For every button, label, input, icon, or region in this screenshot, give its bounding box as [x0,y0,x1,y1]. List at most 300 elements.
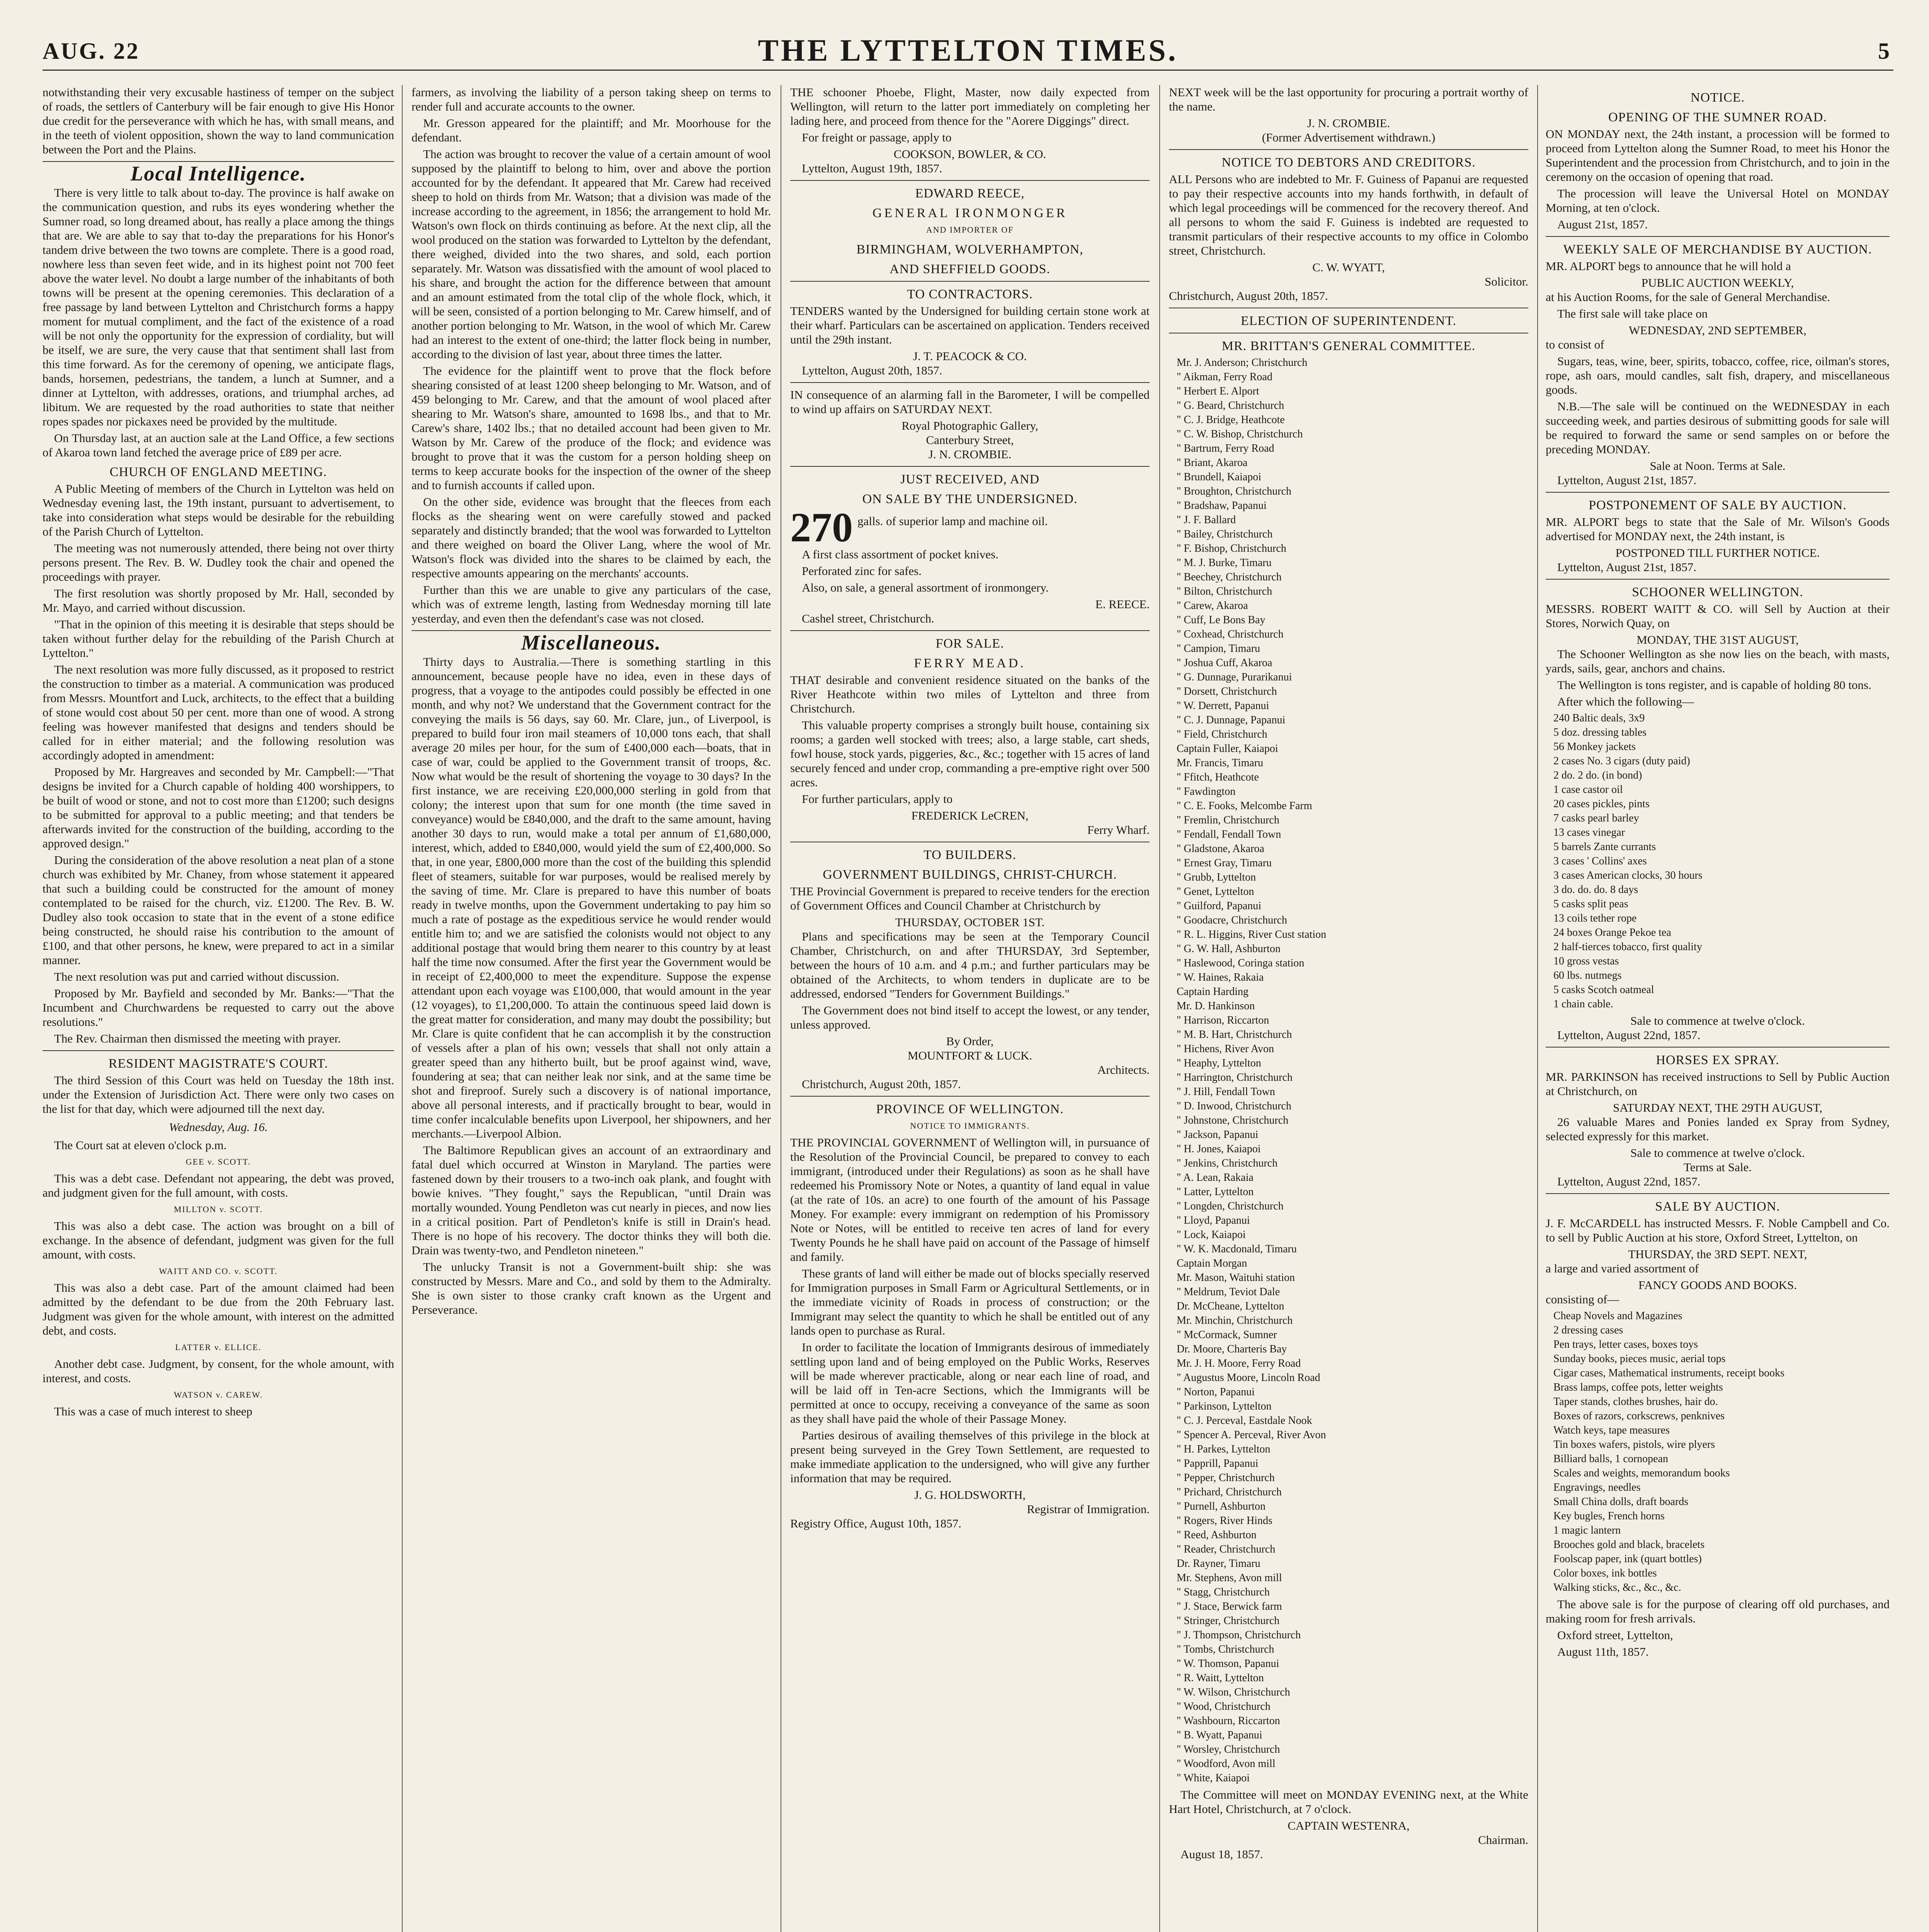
committee-member: " F. Bishop, Christchurch [1177,543,1286,554]
advert-signature: MOUNTFORT & LUCK. [907,1049,1033,1062]
committee-member: " Lloyd, Papanui [1177,1214,1250,1226]
committee-member: " A. Lean, Rakaia [1177,1172,1254,1184]
advert-text: The procession will leave the Universal Hotel on MONDAY Morning, at ten o'clock. [1546,187,1890,214]
article-paragraph: Proposed by Mr. Bayfield and seconded by Mr. Banks:—"That the Incumbent and Churchwardens be requested to carry out the above resolutions." [43,986,394,1029]
committee-member: " Purnell, Ashburton [1177,1500,1266,1512]
divider [1169,149,1528,150]
advert-subheading: AND IMPORTER OF [926,225,1014,235]
advert-text: THE Provincial Government is prepared to receive tenders for the erection of Government Offices and Council Chamber at Christchurch by [790,884,1150,912]
committee-member: " R. L. Higgins, River Cust station [1177,929,1327,940]
committee-member: " Fendall, Fendall Town [1177,828,1281,840]
committee-member: " Bailey, Christchurch [1177,528,1273,540]
advert-text: at his Auction Rooms, for the sale of General Merchandise. [1546,290,1830,304]
advert-text: For freight or passage, apply to [802,131,952,144]
goods-item: Tin boxes wafers, pistols, wire plyers [1553,1439,1715,1451]
committee-member: " R. Waitt, Lyttelton [1177,1672,1264,1684]
advert-date: Lyttelton, August 22nd, 1857. [1557,1028,1701,1042]
committee-member: " Campion, Timaru [1177,643,1260,655]
committee-member: " Beechey, Christchurch [1177,571,1282,583]
committee-member: " Prichard, Christchurch [1177,1486,1282,1498]
committee-member: " Heaphy, Lyttelton [1177,1057,1261,1069]
committee-member: " Harrison, Riccarton [1177,1014,1269,1026]
advert-date: Lyttelton, August 19th, 1857. [802,162,942,175]
committee-member: " White, Kaiapoi [1177,1772,1250,1784]
committee-member: " Jenkins, Christchurch [1177,1157,1278,1169]
advert-text: J. F. McCARDELL has instructed Messrs. F. Noble Campbell and Co. to sell by Public Auction at his store, Oxford Street, Lyttelton, on [1546,1216,1890,1244]
article-paragraph: The first resolution was shortly proposed by Mr. Hall, seconded by Mr. Mayo, and carried without discussion. [43,587,394,614]
committee-member: " W. Thomson, Papanui [1177,1658,1279,1670]
advert-text: 26 valuable Mares and Ponies landed ex Spray from Sydney, selected expressly for this market. [1546,1115,1890,1143]
committee-member: " Lock, Kaiapoi [1177,1229,1246,1241]
advert-address: Oxford street, Lyttelton, [1557,1628,1673,1642]
committee-member: " H. Parkes, Lyttelton [1177,1443,1271,1455]
advert-text: Sale at Noon. Terms at Sale. [1650,459,1786,473]
advert-text: MR. ALPORT begs to state that the Sale of Mr. Wilson's Goods advertised for MONDAY next, the 24th instant, is [1546,515,1890,543]
column-2 [412,85,771,1932]
advert-signature: J. T. PEACOCK & CO. [913,349,1027,363]
committee-member: " Brundell, Kaiapoi [1177,471,1262,483]
advert-text: Terms at Sale. [1683,1160,1752,1174]
divider [790,281,1150,282]
advert-text: The Wellington is tons register, and is capable of holding 80 tons. [1557,678,1871,692]
advert-heading: JUST RECEIVED, AND [900,472,1040,486]
section-heading-local: Local Intelligence. [130,162,306,185]
goods-item: 5 casks split peas [1553,898,1628,910]
committee-member: Captain Morgan [1177,1257,1247,1269]
committee-member: " Fawdington [1177,786,1236,798]
case-title: WATSON v. CAREW. [174,1390,263,1400]
column-rule [1159,85,1160,1932]
article-paragraph: The unlucky Transit is not a Government-built ship: she was constructed by Messrs. Mare and Co., and sold by them to the Admiralty. She is own sister to those cranky craft known as the Urgent and Perseverance. [412,1260,771,1316]
advert-text: Sale to commence at twelve o'clock. [1630,1146,1805,1160]
advert-text: consisting of— [1546,1293,1619,1306]
advert-heading: GENERAL IRONMONGER [872,206,1068,220]
committee-member: " Latter, Lyttelton [1177,1186,1254,1198]
case-text: This was also a debt case. The action was brought on a bill of exchange. In the absence of defendant, judgment was given for the full amount, with costs. [43,1219,394,1261]
goods-item: 2 cases No. 3 cigars (duty paid) [1553,755,1690,767]
intro-paragraph: notwithstanding their very excusable hastiness of temper on the subject of roads, the settlers of Canterbury will be fair enough to give His Honor due credit for the perseverance with which he has, with small means, and in the teeth of violent opposition, shown the way to land communication between the Port and the Plains. [43,85,394,156]
advert-date: Lyttelton, August 20th, 1857. [802,364,942,377]
advert-text: N.B.—The sale will be continued on the WEDNESDAY in each succeeding week, and parties desirous of submitting goods for sale will be required to forward the same or send samples on or before the preceding MONDAY. [1546,400,1890,456]
goods-item: 10 gross vestas [1553,955,1619,967]
advert-date: August 11th, 1857. [1557,1645,1649,1658]
committee-member: " Washbourn, Riccarton [1177,1715,1280,1727]
advert-text: ON MONDAY next, the 24th instant, a procession will be formed to proceed from Lyttelton along the Sumner Road, to meet his Honor the Superintendent and the procession from Christchurch, and to join in the ceremony on the occasion of opening that road. [1546,127,1890,184]
committee-member: " Parkinson, Lyttelton [1177,1400,1272,1412]
goods-item: Watch keys, tape measures [1553,1424,1670,1436]
issue-date: AUG. 22 [43,38,140,64]
committee-member: " C. E. Fooks, Melcombe Farm [1177,800,1312,812]
committee-member: " Worsley, Christchurch [1177,1743,1280,1755]
advert-text: A first class assortment of pocket knives. [802,548,999,561]
goods-list [1546,711,1890,1011]
committee-member: " Cuff, Le Bons Bay [1177,614,1266,626]
committee-member: " Coxhead, Christchurch [1177,628,1284,640]
committee-member: " Tombs, Christchurch [1177,1643,1274,1655]
article-heading: CHURCH OF ENGLAND MEETING. [109,465,327,479]
committee-member: " Hichens, River Avon [1177,1043,1274,1055]
divider [790,382,1150,383]
advert-text: IN consequence of an alarming fall in the Barometer, I will be compelled to wind up affairs on SATURDAY NEXT. [790,388,1150,416]
advert-heading: SCHOONER WELLINGTON. [1632,585,1803,599]
committee-member: " Bilton, Christchurch [1177,585,1272,597]
advert-date: THURSDAY, the 3RD SEPT. NEXT, [1628,1247,1807,1261]
advert-title: PUBLIC AUCTION WEEKLY, [1641,276,1794,289]
advert-text: The first sale will take place on [1557,307,1708,320]
goods-item: Brass lamps, coffee pots, letter weights [1553,1381,1723,1393]
advert-address: Canterbury Street, [926,433,1014,447]
advert-address: Royal Photographic Gallery, [902,419,1038,432]
goods-item: 3 cases American clocks, 30 hours [1553,869,1703,881]
advert-date: Lyttelton, August 22nd, 1857. [1557,1175,1701,1188]
article-paragraph: The next resolution was more fully discussed, as it proposed to restrict the construction to timber as a material. A communication was produced from Messrs. Mountfort and Luck, architects, to the effect that a building of stone would cost about 50 per cent. more than one of wood. A strong feeling was however manifested that designs and tenders should be called for in either material; and the following resolution was accordingly adopted in amendment: [43,663,394,762]
article-paragraph: There is very little to talk about to-day. The province is half awake on the communication question, and rubs its eyes wondering whether the Sumner road, so long dreamed about, has really a place among the things that are. We are able to say that to-day the preparations for his Honor's tandem drive between the two towns are complete. There is a good road, nowhere less than seven feet wide, and in its highest point not 700 feet above the water level. No doubt a large number of the inhabitants of both towns will be present at the opening ceremonies. This declaration of a free passage by land between Lyttelton and Christchurch forms a happy moment for mutual compliment, and the fact of the existence of a road will be not only the opportunity for the expression of cordiality, but will be itself, we are sure, the very cause that that sentiment shall last from this time forward. As for the ceremony of opening, we anticipate flags, bands, horsemen, pedestrians, the tandem, a lunch at Sumner, and a dinner at Lyttelton, with addresses, orations, and triumphal arches, ad libitum. We are requested by the road authorities to state that neither ropes spades nor pickaxes need be provided by the multitude. [43,186,394,428]
case-title: MILLTON v. SCOTT. [174,1204,263,1214]
advert-text: These grants of land will either be made out of blocks specially reserved for Immigration purposes in Small Farm or Agricultural Settlements, or in the immediate vicinity of Roads in process of construction; or the Immigrant may select the quantity to which he shall be entitled out of any lands open to purchase as Rural. [790,1267,1150,1337]
committee-member: " G. W. Hall, Ashburton [1177,943,1281,955]
advert-signature: Chairman. [1478,1833,1528,1847]
committee-member: " J. Hill, Fendall Town [1177,1086,1275,1098]
article-paragraph: Thirty days to Australia.—There is something startling in this announcement, because people have no idea, even in these days of progress, that a voyage to the antipodes could possibly be effected in one month, and why not? We understand that the Government contract for the conveying the mails is 56 days, say 60. Mr. Clare, jun., of Liverpool, is prepared to build four iron mail steamers of 10,000 tons each, that shall average 20 miles per hour, for the sum of £400,000 each—boats, that in case of war, could be applied to the Government transit of troops, &c. Now what would be the result of shortening the voyage to 30 days? In the first instance, we are receiving £20,000,000 sterling in gold from that colony; the interest upon that sum for one month (the time saved in conveyance) would be £840,000, and the draft to the same amount, having another 30 days to run, would make a total per annum of £1,680,000, interest, which, added to £840,000, would yield the sum of £2,400,000. So that, in one year, £800,000 more than the cost of the building this splendid fleet of steamers, suitable for war purposes, would be realised merely by the saving of time. Mr. Clare is prepared to have this number of boats ready in twelve months, upon the Government undertaking to pay him so much a rate of postage as the expeditious service he would render would entitle him to; and we are satisfied the colonists would not object to any additional postage that would bring them nearer to this country by at least half the time now consumed. After the first year the Government would be in receipt of £2,400,000 to meet the expenditure. Suppose the expense attendant upon each voyage was £100,000, that would amount in the year (12 voyages), to £1,200,000. To attain the continuous speed laid down is the great matter for consideration, and many may doubt the possibility; but Mr. Clare is quite confident that he can accomplish it by the construction of vessels after a plan of his own; vessels that shall not only attain a greater speed than any hitherto built, but be proof against wind, wave, foundering at sea; that can neither leak nor sink, and at the same time be shot and fireproof. Surely such a discovery is of national importance, above all personal interests, and if practically brought to bear, would in time confer incalculable benefits upon Liverpool, her shipowners, and her merchants.—Liverpool Albion. [412,655,771,1140]
divider [43,1050,394,1051]
advert-heading: HORSES EX SPRAY. [1656,1053,1779,1067]
goods-item: Billiard balls, 1 cornopean [1553,1453,1669,1465]
committee-member: " C. J. Bridge, Heathcote [1177,414,1285,426]
committee-member: " Herbert E. Alport [1177,385,1259,397]
column-rule [402,85,403,1932]
committee-member: " J. F. Ballard [1177,514,1236,526]
advert-address: Cashel street, Christchurch. [802,612,934,625]
advert-signature: Solicitor. [1485,275,1528,288]
committee-member: " B. Wyatt, Papanui [1177,1729,1262,1741]
committee-member: " W. Wilson, Christchurch [1177,1686,1290,1698]
committee-member: " Haslewood, Coringa station [1177,957,1305,969]
case-title: GEE v. SCOTT. [185,1157,251,1167]
committee-member: " Ernest Gray, Timaru [1177,857,1272,869]
advert-signature: Ferry Wharf. [1087,823,1150,837]
advert-note: (Former Advertisement withdrawn.) [1262,131,1436,144]
case-text: This was a case of much interest to sheep [54,1405,253,1418]
article-paragraph: During the consideration of the above resolution a neat plan of a stone church was exhibited by Mr. Chaney, from whose statement it appeared that such a building could be constructed for the amount of money contemplated to be raised for the church, viz. £1200. The Rev. B. W. Dudley also took occasion to state that in the event of a stone edifice being constructed, he should raise his contribution to the amount of £100, and that other persons, he knew, were prepared to act in a similar manner. [43,853,394,967]
committee-member: " Genet, Lyttelton [1177,886,1254,898]
advert-heading: NOTICE TO DEBTORS AND CREDITORS. [1221,155,1476,170]
advert-text: MR. PARKINSON has received instructions to Sell by Public Auction at Christchurch, on [1546,1070,1890,1098]
column-4 [1169,85,1528,1932]
article-paragraph: The action was brought to recover the value of a certain amount of wool supposed by the plaintiff to belong to him, over and above the portion accounted for by the defendant. It appeared that Mr. Carew had received sheep to hold on thirds from Mr. Watson; that a division was made of the increase according to the agreement, in 1856; the arrangement to hold Mr. Watson's own flock on thirds continuing as before. At the next clip, all the wool produced on the station was forwarded to Lyttelton by the defendant, there weighed, divided into the two shares, and sold, each portion separately. Mr. Watson was dissatisfied with the amount of wool placed to his share, and brought the action for the difference between that amount and an amount estimated from the total clip of the whole flock, which, it will be seen, consisted of a portion belonging to Mr. Carew himself, and of another portion belonging to Mr. Watson, in the wool of which Mr. Carew had an interest to the extent of one-third; the latter flock being in number, according to the division of last year, about three times the latter. [412,147,771,361]
advert-text: After which the following— [1557,695,1694,708]
advert-text: THAT desirable and convenient residence situated on the banks of the River Heathcote within two miles of Lyttelton and three from Christchurch. [790,673,1150,715]
advert-text: to consist of [1546,338,1604,351]
advert-text: NEXT week will be the last opportunity for procuring a portrait worthy of the name. [1169,85,1528,113]
advert-text: MESSRS. ROBERT WAITT & CO. will Sell by Auction at their Stores, Norwich Quay, on [1546,602,1890,630]
advert-date: Lyttelton, August 21st, 1857. [1557,560,1696,574]
article-paragraph: On Thursday last, at an auction sale at the Land Office, a few sections of Akaroa town land fetched the average price of £89 per acre. [43,431,394,459]
divider [790,1096,1150,1097]
advert-heading: BIRMINGHAM, WOLVERHAMPTON, [856,242,1084,257]
advert-text: For further particulars, apply to [802,792,953,806]
committee-member: Mr. Minchin, Christchurch [1177,1315,1293,1327]
advert-signature: J. N. CROMBIE. [1307,116,1390,130]
article-paragraph: "That in the opinion of this meeting it is desirable that steps should be taken without further delay for the rebuilding of the Parish Church at Lyttelton." [43,617,394,660]
newspaper-title: THE LYTTELTON TIMES. [758,34,1178,68]
advert-text: The Government does not bind itself to accept the lowest, or any tender, unless approved. [790,1003,1150,1031]
advert-signature: E. REECE. [1095,597,1150,611]
article-paragraph: A Public Meeting of members of the Church in Lyttelton was held on Wednesday evening last, the 19th instant, pursuant to advertisement, to take into consideration what steps would be desirable for the rebuilding of the Parish Church of Lyttelton. [43,482,394,538]
goods-item: Key bugles, French horns [1553,1510,1665,1522]
advert-text: Plans and specifications may be seen at the Temporary Council Chamber, Christchurch, on and after THURSDAY, 3rd September, between the hours of 10 a.m. and 4 p.m.; and further particulars may be obtained of the Architects, to whom tenders in duplicate are to be addressed, endorsed "Tenders for Government Buildings." [790,930,1150,1000]
goods-item: Cheap Novels and Magazines [1553,1310,1682,1322]
advert-text: Sale to commence at twelve o'clock. [1630,1014,1805,1027]
committee-member: " Meldrum, Teviot Dale [1177,1286,1280,1298]
committee-member: " Carew, Akaroa [1177,600,1248,612]
committee-member: " Papprill, Papanui [1177,1458,1259,1469]
goods-item: Boxes of razors, corkscrews, penknives [1553,1410,1725,1422]
column-5 [1546,85,1890,1932]
advert-heading: FOR SALE. [936,636,1004,651]
goods-item: 20 cases pickles, pints [1553,798,1650,810]
goods-item: 13 coils tether rope [1553,912,1637,924]
goods-item: 2 do. 2 do. (in bond) [1553,769,1642,781]
article-paragraph: Further than this we are unable to give any particulars of the case, which was of extreme length, lasting from Wednesday morning till late yesterday, and even then the defendant's case was not closed. [412,583,771,625]
case-text: Another debt case. Judgment, by consent, for the whole amount, with interest, and costs. [43,1357,394,1385]
committee-member: " Stringer, Christchurch [1177,1615,1280,1627]
advert-heading: ELECTION OF SUPERINTENDENT. [1240,314,1457,328]
column-rule [1537,85,1538,1932]
advert-signature: FREDERICK LeCREN, [911,809,1029,822]
goods-item: 7 casks pearl barley [1553,812,1639,824]
advert-date: Registry Office, August 10th, 1857. [790,1517,961,1530]
advert-signature: J. G. HOLDSWORTH, [914,1488,1026,1502]
advert-text: Perforated zinc for safes. [802,564,922,578]
advert-text: The above sale is for the purpose of clearing off old purchases, and making room for fresh arrivals. [1546,1597,1890,1625]
advert-date: MONDAY, THE 31ST AUGUST, [1636,633,1799,646]
goods-item: 5 doz. dressing tables [1553,726,1647,738]
committee-member: Dr. Rayner, Timaru [1177,1558,1260,1570]
committee-member: " Johnstone, Christchurch [1177,1114,1289,1126]
goods-item: 2 half-tierces tobacco, first quality [1553,941,1702,953]
column-1 [43,85,394,1932]
advert-heading: ON SALE BY THE UNDERSIGNED. [862,492,1078,506]
article-heading: RESIDENT MAGISTRATE'S COURT. [108,1056,328,1071]
advert-text: ALL Persons who are indebted to Mr. F. Guiness of Papanui are requested to pay their respective accounts into my hands forthwith, in default of which legal proceedings will be commenced for the recovery thereof. And all persons to whom the said F. Guiness is indebted are requested to transmit particulars of their respective accounts to my office in Colombo street, Christchurch. [1169,172,1528,257]
goods-item: Small China dolls, draft boards [1553,1496,1689,1508]
advert-heading: POSTPONEMENT OF SALE BY AUCTION. [1589,498,1847,512]
committee-member: " D. Inwood, Christchurch [1177,1100,1291,1112]
committee-member: " G. Beard, Christchurch [1177,400,1284,412]
advert-text: Parties desirous of availing themselves of this privilege in the block at present being surveyed in the Grey Town Settlement, are requested to make immediate application to the undersigned, who will give any further information that may be required. [790,1429,1150,1485]
advert-signature: CAPTAIN WESTENRA, [1288,1819,1410,1832]
divider [790,180,1150,181]
advert-signature: Architects. [1097,1063,1150,1077]
goods-item: Walking sticks, &c., &c., &c. [1553,1582,1681,1594]
committee-member: " Reader, Christchurch [1177,1543,1276,1555]
committee-member: Mr. Mason, Waituhi station [1177,1272,1295,1284]
committee-member: " J. Stace, Berwick farm [1177,1600,1282,1612]
committee-member: " Stagg, Christchurch [1177,1586,1270,1598]
article-paragraph: The third Session of this Court was held on Tuesday the 18th inst. under the Extension of Jurisdiction Act. There were only two cases on the list for that day, which were adjourned till the next day. [43,1073,394,1116]
article-paragraph: Mr. Gresson appeared for the plaintiff; and Mr. Moorhouse for the defendant. [412,116,771,144]
committee-member: " Norton, Papanui [1177,1386,1255,1398]
committee-member: " McCormack, Sumner [1177,1329,1277,1341]
advert-date: August 18, 1857. [1181,1847,1263,1861]
goods-item: Pen trays, letter cases, boxes toys [1553,1338,1698,1350]
goods-item: 3 do. do. do. 8 days [1553,884,1638,896]
case-title: LATTER v. ELLICE. [175,1342,262,1352]
committee-member: " Broughton, Christchurch [1177,485,1291,497]
goods-item: 13 cases vinegar [1553,827,1625,838]
article-paragraph: The meeting was not numerously attended, there being not over thirty persons present. The Rev. B. W. Dudley took the chair and opened the proceedings with prayer. [43,541,394,583]
committee-member: " Joshua Cuff, Akaroa [1177,657,1272,669]
committee-member: " Jackson, Papanui [1177,1129,1259,1141]
goods-item: Cigar cases, Mathematical instruments, receipt books [1553,1367,1784,1379]
divider [1546,1193,1890,1194]
quantity-figure: 270 [790,509,853,547]
goods-item: Foolscap paper, ink (quart bottles) [1553,1553,1702,1565]
advert-subheading: NOTICE TO IMMIGRANTS. [910,1121,1030,1131]
advert-signature: Registrar of Immigration. [1027,1502,1150,1516]
advert-text: In order to facilitate the location of Immigrants desirous of immediately settling upon land and of being employed on the Public Works, Reserves will be made wherever practicable, along or near each line of road, and will be laid off in Ten-acre Sections, which the Immigrants will be permitted at once to occupy, receiving a conveyance of the same as soon as they shall have paid the whole of their Passage Money. [790,1340,1150,1425]
advert-signature: COOKSON, BOWLER, & CO. [893,147,1046,161]
committee-member: Mr. Francis, Timaru [1177,757,1264,769]
advert-date: Lyttelton, August 21st, 1857. [1557,473,1696,487]
committee-member: " Rogers, River Hinds [1177,1515,1272,1527]
goods-item: Sunday books, pieces music, aerial tops [1553,1353,1726,1365]
advert-heading: TO CONTRACTORS. [907,287,1033,301]
advert-text: a large and varied assortment of [1546,1262,1699,1275]
advert-text: THE PROVINCIAL GOVERNMENT of Wellington will, in pursuance of the Resolution of the Provincial Council, be prepared to convey to each immigrant, (introduced under their Regulations) as soon as he shall have redeemed his Promissory Note or Notes, a quantity of land equal in value (at the rate of 10s. an acre) to one fourth of the amount of his Passage Money. For example: every immigrant on redemption of his Promissory Note or Notes, will be entitled to receive ten acres of land for every Twenty Pounds he he shall have paid on account of the Passage of himself and family. [790,1136,1150,1264]
case-text: This was a debt case. Defendant not appearing, the debt was proved, and judgment given for the full amount, with costs. [43,1172,394,1199]
committee-list [1169,355,1528,1785]
advert-text: TENDERS wanted by the Undersigned for building certain stone work at their wharf. Particulars can be ascertained on application. Tenders received until the 29th instant. [790,304,1150,346]
committee-member: " C. J. Perceval, Eastdale Nook [1177,1415,1312,1427]
committee-member: " G. Dunnage, Purarikanui [1177,671,1292,683]
goods-item: 60 lbs. nutmegs [1553,969,1622,981]
goods-item: 240 Baltic deals, 3x9 [1553,712,1645,724]
advert-text: By Order, [946,1034,994,1048]
committee-member: " Grubb, Lyttelton [1177,871,1256,883]
masthead [43,31,1893,71]
goods-item: Taper stands, clothes brushes, hair do. [1553,1396,1718,1408]
divider [790,630,1150,631]
advert-phoebe: THE schooner Phoebe, Flight, Master, now daily expected from Wellington, will return to the latter port immediately on completing her lading here, and proceed from thence for the "Aorere Diggings" direct. [790,85,1150,128]
advert-date: SATURDAY NEXT, THE 29TH AUGUST, [1613,1101,1822,1114]
advert-heading: PROVINCE OF WELLINGTON. [876,1102,1064,1116]
advert-title: POSTPONED TILL FURTHER NOTICE. [1615,546,1820,560]
committee-member: " W. Haines, Rakaia [1177,971,1264,983]
section-heading-miscellaneous: Miscellaneous. [521,631,662,654]
committee-member: Dr. Moore, Charteris Bay [1177,1343,1287,1355]
goods-item: Brooches gold and black, bracelets [1553,1539,1705,1551]
committee-member: " Augustus Moore, Lincoln Road [1177,1372,1320,1384]
case-title: WAITT AND CO. v. SCOTT. [159,1266,278,1276]
divider [1546,579,1890,580]
article-paragraph: Proposed by Mr. Hargreaves and seconded by Mr. Campbell:—"That designs be invited for a Church capable of holding 400 worshippers, to be built of wood or stone, and not to cost more than £1200; such designs to be submitted for approval to a public meeting; and that tenders be afterwards invited for the construction of the building, according to the approved design." [43,765,394,850]
advert-text: The Schooner Wellington as she now lies on the beach, with masts, yards, sails, gear, anchors and chains. [1546,647,1890,675]
article-paragraph: The next resolution was put and carried without discussion. [54,970,339,983]
advert-heading: OPENING OF THE SUMNER ROAD. [1608,110,1827,124]
goods-item: 1 chain cable. [1553,998,1613,1010]
goods-item: 3 cases ' Collins' axes [1553,855,1647,867]
committee-member: " W. K. Macdonald, Timaru [1177,1243,1297,1255]
committee-member: " Gladstone, Akaroa [1177,843,1264,855]
committee-member: " Bartrum, Ferry Road [1177,442,1274,454]
committee-member: " Woodford, Avon mill [1177,1758,1276,1770]
committee-member: Dr. McCheane, Lyttelton [1177,1300,1284,1312]
committee-member: " M. B. Hart, Christchurch [1177,1029,1292,1041]
goods-item: Color boxes, ink bottles [1553,1567,1657,1579]
case-text: This was also a debt case. Part of the amount claimed had been admitted by the defendant to be due from the 20th February last. Judgment was given for the whole amount, with interest on the admitted debt, and costs. [43,1281,394,1337]
committee-member: " M. J. Burke, Timaru [1177,557,1272,569]
advert-text: Sugars, teas, wine, beer, spirits, tobacco, coffee, rice, oilman's stores, rope, ash oars, mould candles, salt fish, drapery, and miscellaneous goods. [1546,354,1890,396]
committee-member: Captain Harding [1177,986,1249,998]
advert-date: Christchurch, August 20th, 1857. [802,1077,961,1091]
divider [790,466,1150,467]
article-paragraph: On the other side, evidence was brought that the fleeces from each flocks as the shearing went on were carefully stowed and packed separately and distinctly branded; that the wool was forwarded to Lyttelton and there weighed on board the Oliver Lang, where the wool of Mr. Watson's flock was divided into the shares to be claimed by each, the respective amounts appearing on the merchants' accounts. [412,495,771,580]
committee-member: " Wood, Christchurch [1177,1701,1271,1713]
committee-member: " W. Derrett, Papanui [1177,700,1269,712]
goods-item: Scales and weights, memorandum books [1553,1467,1730,1479]
committee-member: " Reed, Ashburton [1177,1529,1257,1541]
advert-date: August 21st, 1857. [1557,218,1648,231]
goods-item: 56 Monkey jackets [1553,741,1636,753]
advert-text: The Committee will meet on MONDAY EVENING next, at the White Hart Hotel, Christchurch, at 7 o'clock. [1169,1788,1528,1816]
page-number: 5 [1878,38,1890,64]
committee-member: Mr. D. Hankinson [1177,1000,1255,1012]
advert-heading: MR. BRITTAN'S GENERAL COMMITTEE. [1221,339,1476,353]
committee-member: " C. J. Dunnage, Papanui [1177,714,1286,726]
committee-member: Mr. J. H. Moore, Ferry Road [1177,1357,1301,1369]
column-3 [790,85,1150,1932]
committee-member: " Spencer A. Perceval, River Avon [1177,1429,1326,1441]
committee-member: " H. Jones, Kaiapoi [1177,1143,1261,1155]
advert-date: Christchurch, August 20th, 1857. [1169,289,1328,303]
committee-member: " Longden, Christchurch [1177,1200,1284,1212]
committee-member: " Aikman, Ferry Road [1177,371,1272,383]
committee-member: " Goodacre, Christchurch [1177,914,1287,926]
advert-heading: SALE BY AUCTION. [1655,1199,1780,1214]
advert-text: galls. of superior lamp and machine oil. [857,514,1048,528]
divider [1546,492,1890,493]
committee-member: " C. W. Bishop, Christchurch [1177,428,1303,440]
advert-heading: EDWARD REECE, [915,186,1025,201]
advert-heading: GOVERNMENT BUILDINGS, CHRIST-CHURCH. [823,867,1117,882]
committee-member: " Fremlin, Christchurch [1177,814,1279,826]
advert-date: WEDNESDAY, 2ND SEPTEMBER, [1629,323,1807,337]
article-paragraph: The Rev. Chairman then dismissed the meeting with prayer. [54,1032,341,1045]
goods-item: Engravings, needles [1553,1481,1641,1493]
committee-member: Mr. J. Anderson; Christchurch [1177,357,1308,369]
article-paragraph: farmers, as involving the liability of a person taking sheep on terms to render full and accurate accounts to the owner. [412,85,771,113]
article-paragraph: The Court sat at eleven o'clock p.m. [54,1138,227,1152]
committee-member: " Bradshaw, Papanui [1177,500,1267,512]
advert-text: Also, on sale, a general assortment of ironmongery. [802,581,1049,594]
committee-member: " Field, Christchurch [1177,728,1267,740]
advert-heading: TO BUILDERS. [924,848,1016,862]
advert-title: FANCY GOODS AND BOOKS. [1638,1278,1797,1292]
committee-member: " Harrington, Christchurch [1177,1071,1293,1083]
goods-item: 5 barrels Zante currants [1553,841,1656,853]
committee-member: " Briant, Akaroa [1177,457,1248,469]
advert-text: This valuable property comprises a strongly built house, containing six rooms; a garden well stocked with trees; also, a large stable, cart sheds, fowl house, stock yards, piggeries, &c., &c.; together with 15 acres of land securely fenced and under crop, commanding a pre-emptive right over 500 acres. [790,718,1150,789]
advert-heading: FERRY MEAD. [914,656,1026,670]
goods-item: 24 boxes Orange Pekoe tea [1553,927,1671,939]
committee-member: " Dorsett, Christchurch [1177,685,1277,697]
committee-member: Captain Fuller, Kaiapoi [1177,743,1278,755]
committee-member: " J. Thompson, Christchurch [1177,1629,1301,1641]
article-paragraph: The evidence for the plaintiff went to prove that the flock before shearing consisted of at least 1200 sheep belonging to Mr. Watson, and of 459 belonging to Mr. Carew, and that the amount of wool placed after shearing to Mr. Watson's share, amounted to 1698 lbs., and that to Mr. Carew's share, 1402 lbs.; that no detailed account had been given to Mr. Watson by Mr. Carew of the produce of the flock; and evidence was brought to prove that it was the custom for a person holding sheep on terms to keep accurate books for the inspection of the owner of the sheep and to furnish accounts if called upon. [412,364,771,492]
goods-list [1546,1309,1890,1595]
goods-item: 1 case castor oil [1553,784,1623,796]
